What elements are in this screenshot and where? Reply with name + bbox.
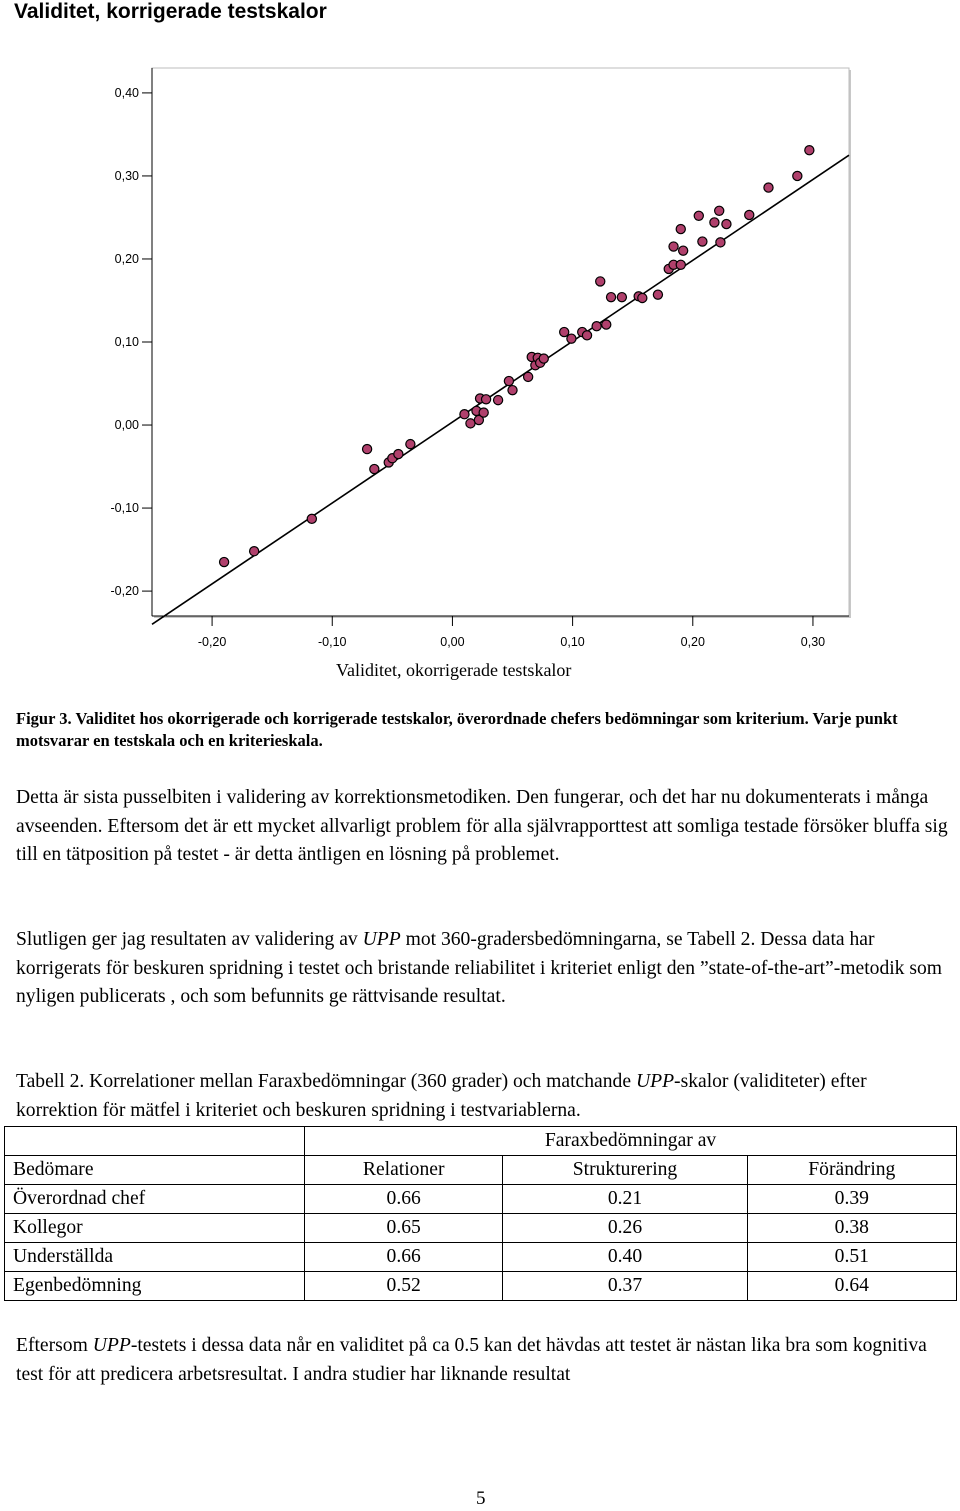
data-point — [638, 293, 647, 302]
table-row — [5, 1214, 957, 1243]
x-tick-label: 0,00 — [440, 635, 465, 649]
table-cell: 0.39 — [747, 1185, 956, 1214]
data-point — [745, 210, 754, 219]
table-cell: 0.64 — [747, 1272, 956, 1301]
table-cell: 0.51 — [747, 1243, 956, 1272]
paragraph-1: Detta är sista pusselbiten i validering av korrektionsmetodiken. Den fungerar, och det har nu dokumenterats i många avseenden. Eftersom det är ett mycket allvarligt problem för alla självrapporttest att somliga testade försöker bluffa sig till en tätposition på testet - är detta äntligen en lösning på problemet. — [16, 787, 948, 865]
data-point — [606, 293, 615, 302]
chart-title: Validitet, korrigerade testskalor — [14, 0, 327, 23]
data-point — [560, 327, 569, 336]
table-row — [5, 1243, 957, 1272]
data-point — [307, 514, 316, 523]
paragraph-3-text-before: Eftersom — [16, 1335, 93, 1356]
paragraph-3-upp: UPP — [92, 1335, 131, 1356]
table-header-row — [5, 1156, 957, 1185]
data-point — [602, 320, 611, 329]
data-point — [479, 408, 488, 417]
table-cell: 0.52 — [305, 1272, 503, 1301]
table-header-cell: Strukturering — [503, 1156, 747, 1185]
data-point — [481, 395, 490, 404]
data-point — [220, 557, 229, 566]
x-axis-label: Validitet, okorrigerade testskalor — [336, 660, 572, 680]
page-number: 5 — [476, 1488, 486, 1509]
data-point — [504, 376, 513, 385]
data-point — [793, 171, 802, 180]
table-caption-text-before: Tabell 2. Korrelationer mellan Faraxbedömningar (360 grader) och matchande — [16, 1071, 636, 1092]
table-group-header-row — [5, 1127, 957, 1156]
y-tick-label: -0,10 — [110, 501, 139, 516]
table-header-cell: Bedömare — [5, 1156, 305, 1185]
table-cell: Överordnad chef — [5, 1185, 305, 1214]
correlation-table — [4, 1126, 957, 1301]
table-caption — [16, 1068, 951, 1125]
data-point — [676, 224, 685, 233]
data-point — [370, 464, 379, 473]
data-point — [676, 260, 685, 269]
data-point — [508, 386, 517, 395]
data-point — [250, 547, 259, 556]
table-caption-text-after: -skalor (validiteter) efter korrektion för mätfel i kriteriet och beskuren spridning i testvariablerna. — [16, 1071, 867, 1121]
y-tick-label: 0,40 — [114, 85, 139, 100]
table-cell: 0.66 — [305, 1185, 503, 1214]
data-point — [394, 449, 403, 458]
data-point — [715, 206, 724, 215]
figure-caption: Figur 3. Validitet hos okorrigerade och korrigerade testskalor, överordnade chefers bedömningar som kriterium. Varje punkt motsvarar en testskala och en kriterieskala. — [16, 709, 898, 750]
data-point — [406, 440, 415, 449]
paragraph-2-text-before: Slutligen ger jag resultaten av validering av — [16, 929, 363, 950]
table-cell: Kollegor — [5, 1214, 305, 1243]
y-tick-label: 0,10 — [114, 335, 139, 349]
x-tick-label: 0,30 — [800, 635, 826, 649]
table-caption-upp: UPP — [635, 1071, 675, 1092]
table-corner-cell — [5, 1127, 305, 1156]
data-point — [493, 396, 502, 405]
table-cell: 0.40 — [503, 1243, 747, 1272]
data-point — [653, 290, 662, 299]
data-point — [694, 211, 703, 220]
table-cell: Underställda — [5, 1243, 305, 1272]
table-header-cell: Relationer — [305, 1156, 503, 1185]
paragraph-2-upp: UPP — [362, 929, 401, 950]
x-tick-label: 0,10 — [560, 635, 585, 649]
data-point — [582, 331, 591, 340]
data-point — [524, 372, 533, 381]
data-point — [722, 219, 731, 228]
table-group-header: Faraxbedömningar av — [305, 1127, 957, 1156]
scatter-chart — [0, 40, 960, 660]
table-cell: 0.21 — [503, 1185, 747, 1214]
table-cell: 0.26 — [503, 1214, 747, 1243]
data-point — [567, 334, 576, 343]
data-point — [716, 238, 725, 247]
table-cell: 0.66 — [305, 1243, 503, 1272]
data-point — [698, 237, 707, 246]
x-tick-label: 0,20 — [680, 635, 705, 649]
data-point — [710, 218, 719, 227]
data-point — [460, 410, 469, 419]
data-point — [539, 354, 548, 363]
x-tick-label: -0,10 — [318, 635, 347, 649]
data-point — [617, 293, 626, 302]
data-point — [592, 322, 601, 331]
table-row — [5, 1272, 957, 1301]
table-cell: 0.37 — [503, 1272, 747, 1301]
table-cell: 0.65 — [305, 1214, 503, 1243]
table-cell: Egenbedömning — [5, 1272, 305, 1301]
data-point — [596, 277, 605, 286]
table-row — [5, 1185, 957, 1214]
x-tick-label: -0,20 — [197, 635, 227, 649]
paragraph-3-text-after: -testets i dessa data når en validitet på ca 0.5 kan det hävdas att testet är nästan lika bra som kognitiva test för att predicera arbetsresultat. I andra studier har liknande resultat — [16, 1335, 927, 1385]
table-cell: 0.38 — [747, 1214, 956, 1243]
data-point — [363, 445, 372, 454]
paragraph-2-text-after: mot 360-gradersbedömningarna, se Tabell 2. Dessa data har korrigerats för beskuren spridning i testet och bristande reliabilitet i kriteriet enligt den ”state-of-the-art”-metodik som nyligen publicerats , och som befunnits ge rättvisande resultat. — [16, 929, 943, 1007]
paragraph-2 — [16, 926, 951, 1012]
y-tick-label: 0,30 — [114, 168, 139, 183]
data-point — [764, 183, 773, 192]
y-tick-label: -0,20 — [110, 584, 139, 599]
y-tick-label: 0,00 — [114, 418, 139, 433]
data-point — [805, 146, 814, 155]
data-point — [669, 242, 678, 251]
plot-area — [152, 68, 849, 616]
table-header-cell: Förändring — [747, 1156, 956, 1185]
paragraph-3 — [16, 1332, 951, 1389]
y-tick-label: 0,20 — [114, 251, 139, 266]
data-point — [679, 246, 688, 255]
